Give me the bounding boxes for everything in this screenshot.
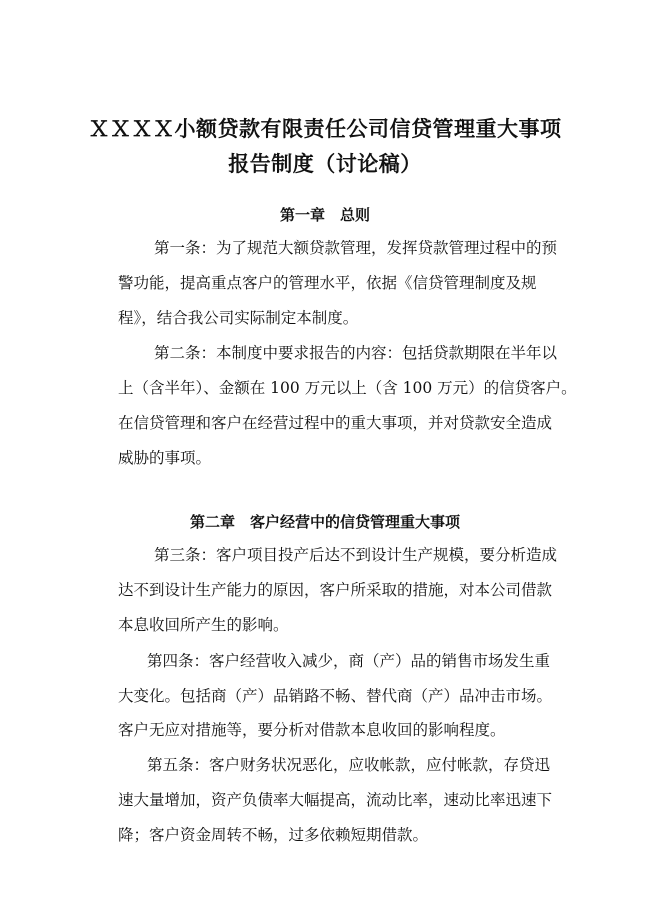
- article-2-line-1: 第二条：本制度中要求报告的内容：包括贷款期限在半年以: [154, 344, 558, 362]
- article-5-line-3: 降；客户资金周转不畅，过多依赖短期借款。: [118, 826, 429, 844]
- article-3-line-2: 达不到设计生产能力的原因，客户所采取的措施，对本公司借款: [118, 581, 553, 599]
- chapter-2-heading: 第二章 客户经营中的信贷管理重大事项: [189, 513, 460, 531]
- article-5-line-1: 第五条：客户财务状况恶化，应收帐款，应付帐款，存贷迅: [147, 756, 551, 774]
- article-2-line-2: 上（含半年）、金额在 100 万元以上（含 100 万元）的信贷客户。: [118, 379, 577, 397]
- article-5-line-2: 速大量增加，资产负债率大幅提高，流动比率，速动比率迅速下: [118, 791, 553, 809]
- article-1-line-1: 第一条：为了规范大额贷款管理，发挥贷款管理过程中的预: [154, 239, 558, 257]
- article-4-line-1: 第四条：客户经营收入减少，商（产）品的销售市场发生重: [147, 652, 551, 670]
- document-title-line-1: ＸＸＸＸ小额贷款有限责任公司信贷管理重大事项: [88, 116, 562, 141]
- article-1-line-2: 警功能，提高重点客户的管理水平，依据《信贷管理制度及规: [118, 274, 537, 292]
- article-1-line-3: 程》，结合我公司实际制定本制度。: [118, 309, 359, 327]
- article-4-line-3: 客户无应对措施等，要分析对借款本息收回的影响程度。: [118, 721, 506, 739]
- article-2-line-3: 在信贷管理和客户在经营过程中的重大事项，并对贷款安全造成: [118, 414, 553, 432]
- document-title-line-2: 报告制度（讨论稿）: [228, 151, 422, 176]
- article-3-line-3: 本息收回所产生的影响。: [118, 616, 289, 634]
- article-4-line-2: 大变化。包括商（产）品销路不畅、替代商（产）品冲击市场。: [118, 687, 553, 705]
- article-2-line-4: 威胁的事项。: [118, 449, 212, 467]
- article-3-line-1: 第三条：客户项目投产后达不到设计生产规模，要分析造成: [154, 546, 558, 564]
- chapter-1-heading: 第一章 总则: [279, 206, 370, 224]
